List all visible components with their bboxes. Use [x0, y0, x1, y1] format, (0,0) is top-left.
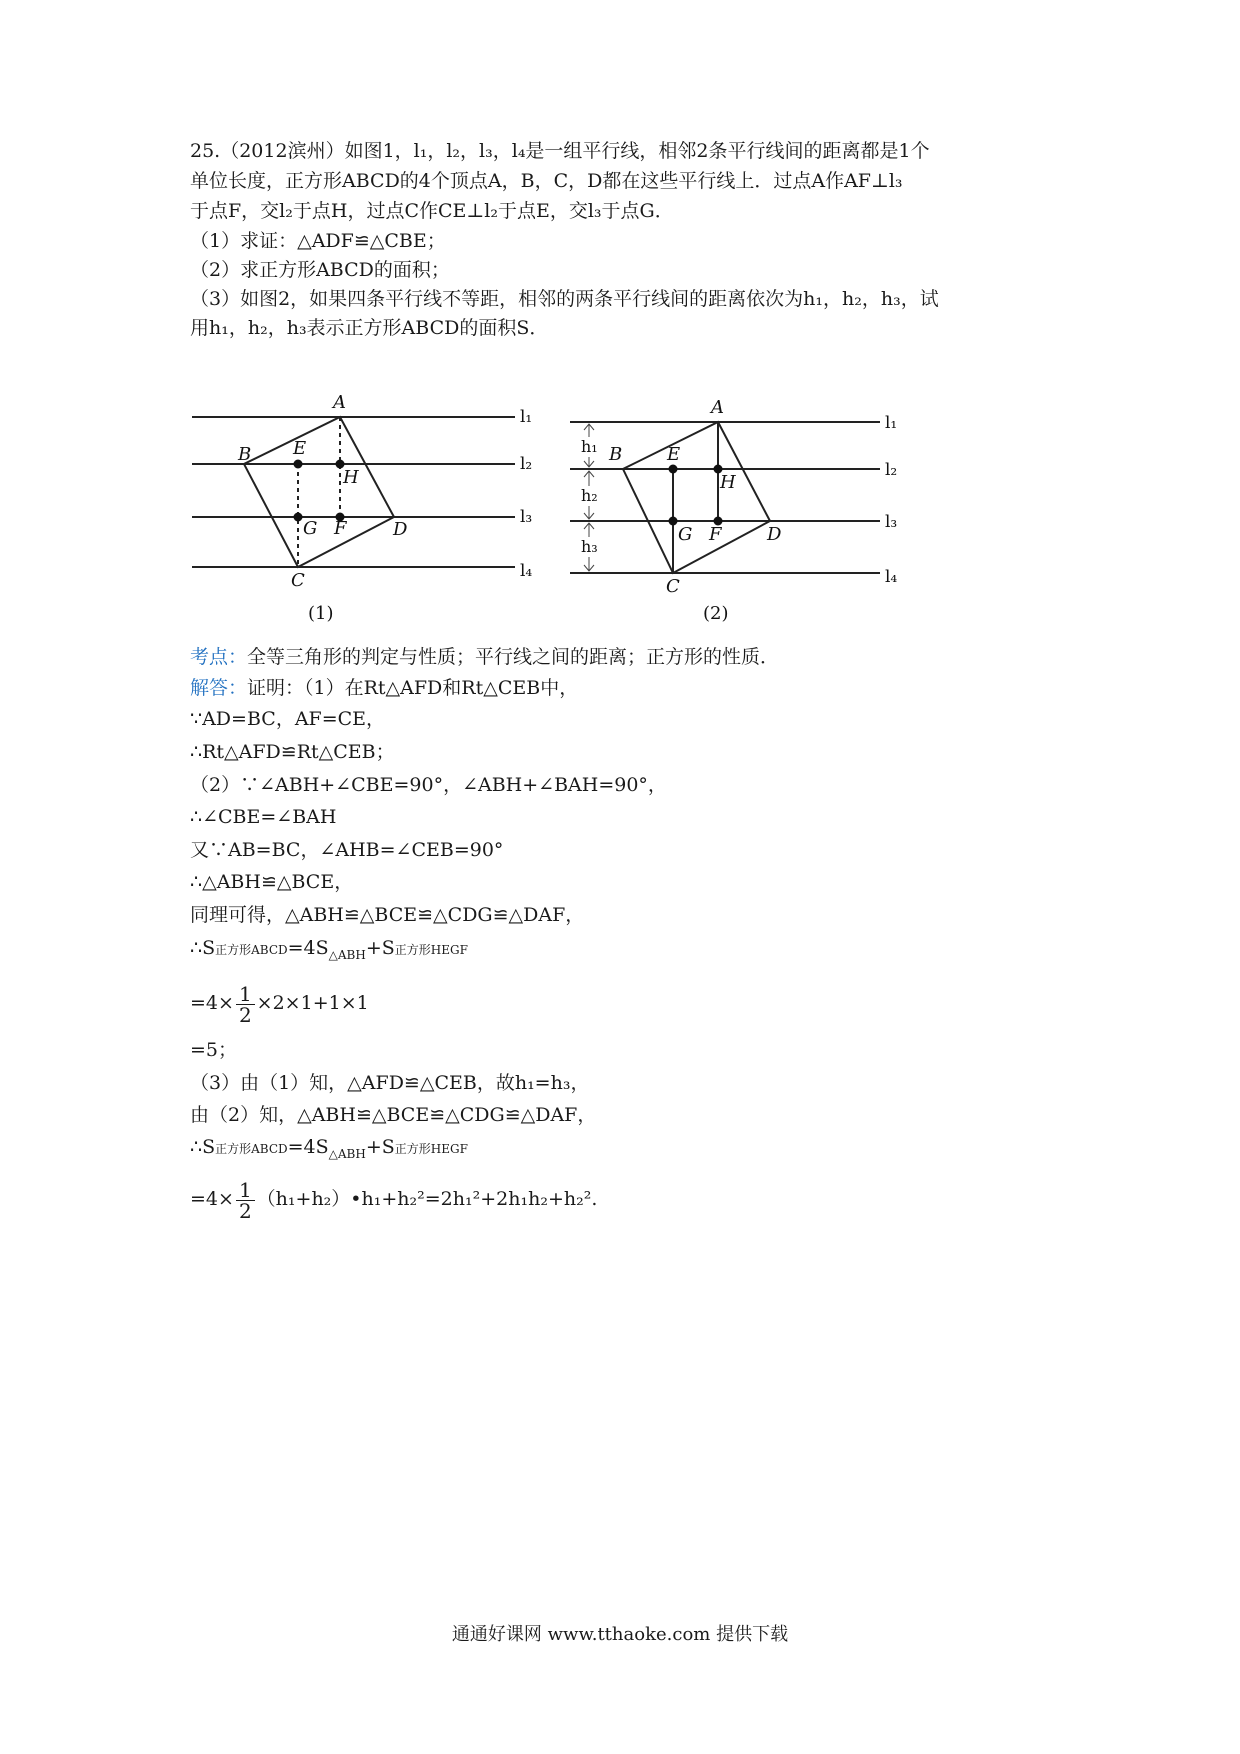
- fig1-point-E: [294, 460, 303, 469]
- fig1-label-H: H: [343, 467, 359, 488]
- fig1-caption: (1): [308, 603, 334, 624]
- fig1-label-A: A: [333, 392, 346, 413]
- solution-step-13: ∴S正方形$ABCD=4S_{\triangle ABH}+S$正方形HEGF: [190, 1136, 468, 1161]
- fig2-distance-labels: [579, 437, 599, 557]
- solution-step-3: （2）∵∠ABH+∠CBE=90°，∠ABH+∠BAH=90°，: [190, 774, 667, 796]
- problem-line-3: 于点F，交l₂于点H，过点C作CE⊥l₂于点E，交l₃于点G．: [190, 200, 674, 222]
- fig2-caption: (2): [703, 603, 729, 624]
- jieda-line: [190, 673, 578, 703]
- fig1-label-F: F: [334, 518, 347, 539]
- solution-step-10: =5；: [190, 1039, 238, 1061]
- solution-step-8: ∴S正方形$ABCD=4S_{\triangle ABH}+S$正方形HEGF: [190, 937, 468, 962]
- fig2-l4-label: l₄: [885, 567, 898, 587]
- fig1-square: [244, 417, 394, 567]
- fig2-labels: [608, 397, 782, 597]
- fig1-labels: [237, 392, 408, 591]
- problem-line-1: 25.（2012滨州）如图1，l₁，l₂，l₃，l₄是一组平行线，相邻2条平行线间的距离都是1个: [190, 140, 930, 162]
- fig2-l3-label: l₃: [885, 512, 898, 532]
- fig2-points: [669, 465, 723, 526]
- fig2-label-G: G: [678, 524, 693, 545]
- fig1-points: [294, 460, 345, 522]
- fig2-h1-label: h₁: [581, 437, 598, 456]
- question-2: （2）求正方形ABCD的面积；: [190, 259, 450, 281]
- fig2-point-E: [669, 465, 678, 474]
- solution-step-7: 同理可得，△ABH≌△BCE≌△CDG≌△DAF，: [190, 904, 585, 926]
- jieda-text: 证明：（1）在Rt△AFD和Rt△CEB中，: [247, 677, 579, 699]
- solution-step-4: ∴∠CBE=∠BAH: [190, 806, 337, 828]
- fig1-l3-label: l₃: [520, 507, 533, 527]
- fig1-label-E: E: [293, 438, 307, 459]
- fig2-line-labels: [885, 413, 897, 587]
- fig1-label-C: C: [291, 570, 305, 591]
- fig1-label-B: B: [238, 444, 252, 465]
- fig2-label-A: A: [711, 397, 724, 418]
- fig2-l2-label: l₂: [885, 460, 898, 480]
- fig2-h2-label: h₂: [581, 486, 598, 505]
- question-3-line-1: （3）如图2，如果四条平行线不等距，相邻的两条平行线间的距离依次为h₁，h₂，h₃，试: [190, 288, 939, 310]
- fig1-line-labels: [520, 407, 532, 581]
- fig2-label-H: H: [720, 472, 736, 493]
- fig2-square: [623, 422, 770, 573]
- page-footer: 通通好课网 www.tthaoke.com 提供下载: [451, 1624, 789, 1645]
- question-3-line-2: 用h₁，h₂，h₃表示正方形ABCD的面积S．: [190, 317, 549, 339]
- solution-step-2: ∴Rt△AFD≌Rt△CEB；: [190, 741, 395, 763]
- fig1-l2-label: l₂: [520, 454, 533, 474]
- fig2-h3-label: h₃: [581, 537, 598, 556]
- problem-line-2: 单位长度，正方形ABCD的4个顶点A，B，C，D都在这些平行线上．过点A作AF⊥l₃: [190, 170, 903, 192]
- fig2-label-C: C: [666, 576, 680, 597]
- fraction-one-half-2: $\frac{1}{2}$: [236, 1180, 255, 1221]
- kaodian-line: [190, 642, 779, 672]
- fig2-l1-label: l₁: [885, 413, 898, 433]
- question-1: （1）求证：△ADF≌△CBE；: [190, 230, 446, 252]
- solution-step-5: 又∵AB=BC，∠AHB=∠CEB=90°: [190, 839, 504, 861]
- geometry-figures: [0, 0, 1240, 640]
- fig1-point-G: [294, 513, 303, 522]
- solution-step-6: ∴△ABH≌△BCE，: [190, 871, 354, 893]
- fig2-label-F: F: [709, 524, 722, 545]
- fraction-one-half: $\frac{1}{2}$: [236, 984, 255, 1025]
- solution-step-12: 由（2）知，△ABH≌△BCE≌△CDG≌△DAF，: [190, 1104, 597, 1126]
- fig1-label-D: D: [393, 519, 408, 540]
- jieda-label: 解答：: [190, 677, 248, 699]
- kaodian-label: 考点：: [190, 646, 248, 668]
- fig1-l1-label: l₁: [520, 407, 533, 427]
- fig2-label-B: B: [609, 444, 623, 465]
- fig2-label-D: D: [767, 524, 782, 545]
- fig2-label-E: E: [667, 444, 681, 465]
- solution-step-9: =4× $\frac{1}{2}$ ×2×1+1×1: [190, 981, 369, 1027]
- kaodian-text: 全等三角形的判定与性质；平行线之间的距离；正方形的性质．: [247, 646, 780, 668]
- fig1-label-G: G: [303, 518, 318, 539]
- solution-step-11: （3）由（1）知，△AFD≌△CEB，故h₁=h₃，: [190, 1072, 590, 1094]
- fig2-point-G: [669, 517, 678, 526]
- solution-step-14: =4× $\frac{1}{2}$ （h₁+h₂）•h₁+h₂²=2h₁²+2h₁h₂+h₂².: [190, 1177, 598, 1223]
- fig1-l4-label: l₄: [520, 561, 533, 581]
- solution-step-1: ∵AD=BC，AF=CE，: [190, 708, 386, 730]
- figure-1: [192, 417, 515, 567]
